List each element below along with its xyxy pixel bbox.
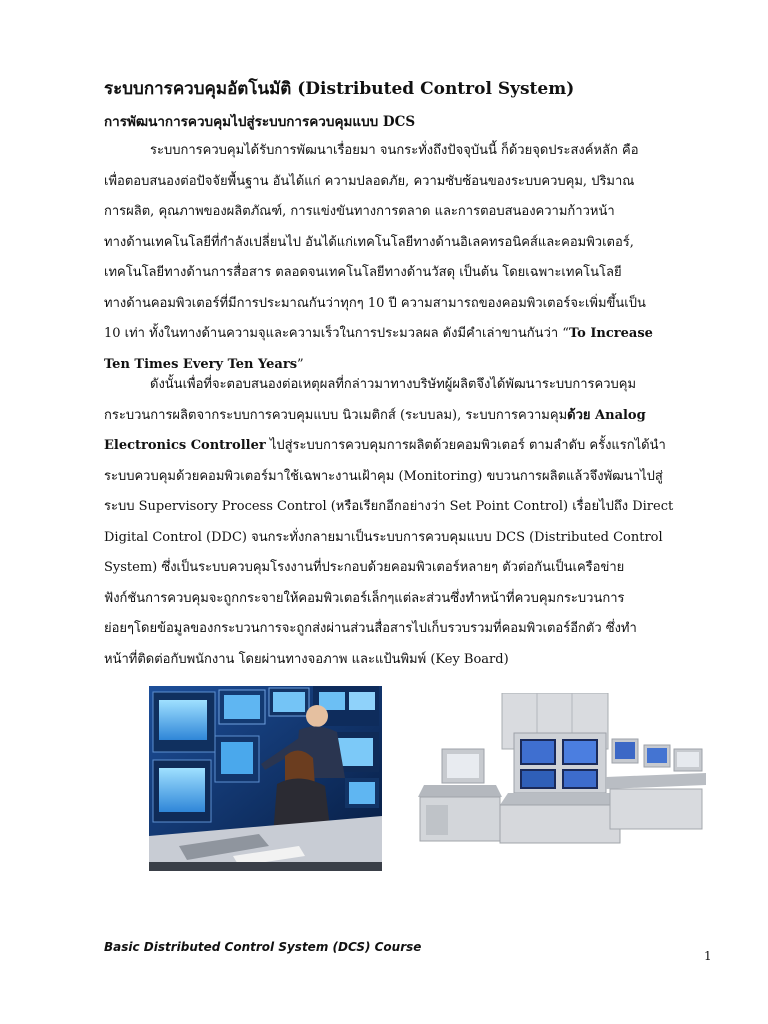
bold-term: Electronics Controller xyxy=(104,438,266,453)
section-heading: การพัฒนาการควบคุมไปสู่ระบบการควบคุมแบบ DCS xyxy=(104,114,416,130)
paragraph-dcs-development xyxy=(104,136,714,380)
paragraph-line: เพื่อตอบสนองต่อปัจจัยพื้นฐาน อันได้แก่ ความปลอดภัย, ความซับซ้อนของระบบควบคุม, ปริมาณ xyxy=(104,173,635,189)
document-title: ระบบการควบคุมอัตโนมัติ (Distributed Control System) xyxy=(104,79,575,99)
paragraph-dcs-evolution xyxy=(104,370,714,675)
footer-course-title: Basic Distributed Control System (DCS) Course xyxy=(104,940,422,954)
paragraph-line: ทางด้านคอมพิวเตอร์ที่มีการประมาณกันว่าทุกๆ 10 ปี ความสามารถของคอมพิวเตอร์จะเพิ่มขึ้นเป็น xyxy=(104,295,646,311)
paragraph-line: System) ซึ่งเป็นระบบควบคุมโรงงานที่ประกอบด้วยคอมพิวเตอร์หลายๆ ตัวต่อกันเป็นเครือข่าย xyxy=(104,560,625,575)
paragraph-line: เทคโนโลยีทางด้านการสื่อสาร ตลอดจนเทคโนโลยีทางด้านวัสดุ เป็นต้น โดยเฉพาะเทคโนโลยี xyxy=(104,265,622,280)
paragraph-line xyxy=(104,431,714,462)
bold-term: ด้วย Analog xyxy=(567,407,646,423)
paragraph-text: 10 เท่า ทั้งในทางด้านความจุและความเร็วในการประมวลผล ดังมีคำเล่าขานกันว่า “ xyxy=(104,326,569,341)
paragraph-line: หน้าที่ติดต่อกับพนักงาน โดยผ่านทางจอภาพ และแป้นพิมพ์ (Key Board) xyxy=(104,651,509,667)
paragraph-text: กระบวนการผลิตจากระบบการควบคุมแบบ นิวเมติกส์ (ระบบลม), ระบบการความคุม xyxy=(104,407,568,423)
paragraph-line: ทางด้านเทคโนโลยีที่กำลังเปลี่ยนไป อันได้แก่เทคโนโลยีทางด้านอิเลคทรอนิคส์และคอมพิวเตอร์, xyxy=(104,234,634,250)
paragraph-line: ดังนั้นเพื่อที่จะตอบสนองต่อเหตุผลที่กล่าวมาทางบริษัทผู้ผลิตจึงได้พัฒนาระบบการควบคุม xyxy=(150,377,637,392)
paragraph-line: การผลิต, คุณภาพของผลิตภัณฑ์, การแข่งขันทางการตลาด และการตอบสนองความก้าวหน้า xyxy=(104,204,615,219)
paragraph-text: ” xyxy=(297,356,304,372)
paragraph-line xyxy=(104,319,714,350)
paragraph-line: ระบบควบคุมด้วยคอมพิวเตอร์มาใช้เฉพาะงานเฝ้าคุม (Monitoring) ขบวนการผลิตแล้วจึงพัฒนาไปสู่ xyxy=(104,468,663,484)
paragraph-line xyxy=(104,401,714,432)
quote-bold-text: To Increase xyxy=(568,326,653,341)
paragraph-line: ย่อยๆโดยข้อมูลของกระบวนการจะถูกส่งผ่านส่วนสื่อสารไปเก็บรวบรวมที่คอมพิวเตอร์อีกตัว ซึ่งทำ xyxy=(104,621,637,636)
page-number: 1 xyxy=(704,949,712,963)
quote-bold-text: Ten Times Every Ten Years xyxy=(104,356,298,372)
paragraph-line: ระบบ Supervisory Process Control (หรือเรียกอีกอย่างว่า Set Point Control) เรื่อยไปถึง Direct xyxy=(104,499,674,514)
dcs-consoles-photo xyxy=(416,693,706,848)
paragraph-line: ระบบการควบคุมได้รับการพัฒนาเรื่อยมา จนกระทั่งถึงปัจจุบันนี้ ก็ด้วยจุดประสงค์หลัก คือ xyxy=(150,143,639,158)
control-room-photo xyxy=(149,686,382,871)
paragraph-line: ฟังก์ชันการควบคุมจะถูกกระจายให้คอมพิวเตอร์เล็กๆแต่ละส่วนซึ่งทำหน้าที่ควบคุมกระบวนการ xyxy=(104,590,625,606)
paragraph-text: ไปสู่ระบบการควบคุมการผลิตด้วยคอมพิวเตอร์ ตามลำดับ ครั้งแรกได้นำ xyxy=(265,438,666,453)
paragraph-line: Digital Control (DDC) จนกระทั่งกลายมาเป็นระบบการควบคุมแบบ DCS (Distributed Control xyxy=(104,529,663,545)
